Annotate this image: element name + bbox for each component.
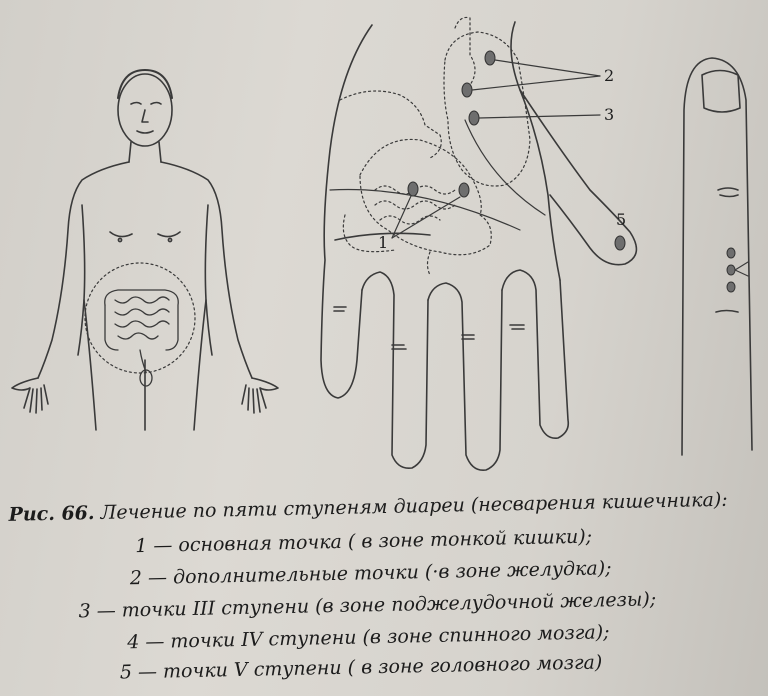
- point-1b: [459, 183, 469, 197]
- point-3: [469, 111, 479, 125]
- caption-title: Лечение по пяти ступеням диареи (несварения кишечника):: [100, 488, 728, 524]
- figure-number: Рис. 66.: [8, 502, 95, 526]
- point-4b: [727, 265, 735, 275]
- label-3: 3: [604, 105, 615, 124]
- caption-item-1: 1 — основная точка ( в зоне тонкой кишки);: [135, 525, 593, 558]
- label-5: 5: [616, 210, 627, 229]
- point-4a: [727, 248, 735, 258]
- human-body-drawing: [12, 70, 278, 430]
- intestines-drawing: [105, 290, 178, 386]
- palm-drawing: [321, 17, 636, 470]
- point-2b: [462, 83, 472, 97]
- point-4c: [727, 282, 735, 292]
- thumb-points: [727, 248, 735, 292]
- caption-title-line: [8, 489, 728, 526]
- thumb-drawing: [682, 58, 752, 455]
- point-1a: [408, 182, 418, 196]
- caption-item-3: 3 — точки III ступени (в зоне поджелудочной железы);: [78, 588, 657, 623]
- point-2a: [485, 51, 495, 65]
- caption-item-2: 2 — дополнительные точки (·в зоне желудка);: [129, 557, 612, 590]
- label-2: 2: [604, 66, 615, 85]
- label-1: 1: [378, 233, 389, 252]
- caption-item-5: 5 — точки V ступени ( в зоне головного мозга): [119, 651, 603, 684]
- caption-item-4: 4 — точки IV ступени (в зоне спинного мозга);: [127, 621, 610, 654]
- point-5: [615, 236, 625, 250]
